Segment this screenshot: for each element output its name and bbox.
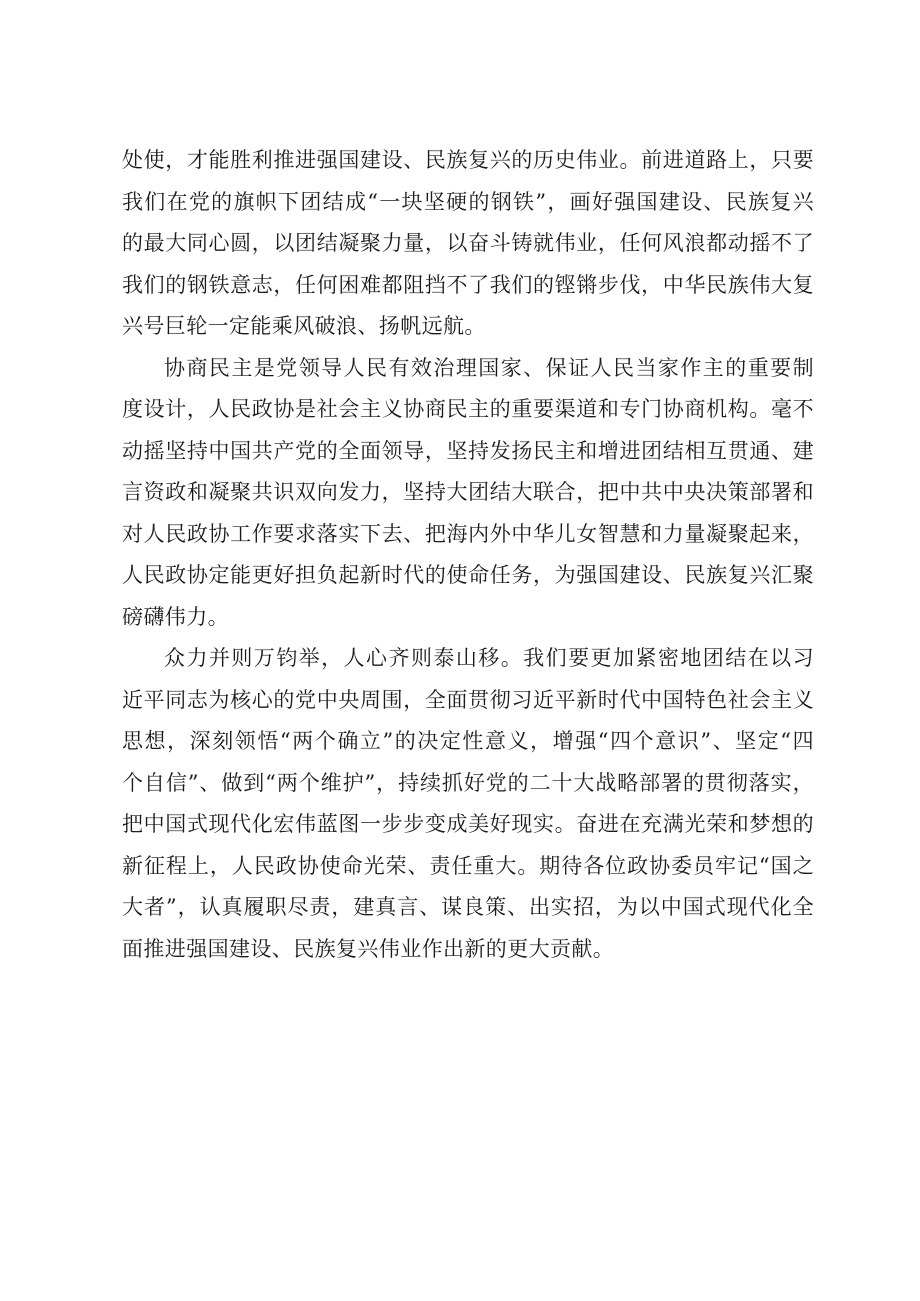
- paragraph-line: 磅礴伟力。: [122, 604, 229, 629]
- paragraph-line: 对人民政协工作要求落实下去、把海内外中华儿女智慧和力量凝聚起来，: [122, 521, 814, 546]
- paragraph-line: 兴号巨轮一定能乘风破浪、扬帆远航。: [122, 314, 486, 338]
- paragraph-line: 众力并则万钧举，人心齐则泰山移。我们要更加紧密地团结在以习: [164, 646, 814, 670]
- paragraph-line: 协商民主是党领导人民有效治理国家、保证人民当家作主的重要制: [164, 355, 814, 380]
- paragraph-3: [122, 638, 814, 970]
- paragraph-line: 面推进强国建设、民族复兴伟业作出新的更大贡献。: [122, 936, 615, 961]
- paragraph-line: 度设计，人民政协是社会主义协商民主的重要渠道和专门协商机构。毫不: [122, 397, 814, 421]
- paragraph-line: 言资政和凝聚共识双向发力，坚持大团结大联合，把中共中央决策部署和: [122, 480, 814, 504]
- paragraph-line: 大者”，认真履职尽责，建真言、谋良策、出实招，为以中国式现代化全: [122, 895, 814, 919]
- paragraph-line: 思想，深刻领悟“两个确立”的决定性意义，增强“四个意识”、坚定“四: [122, 729, 814, 753]
- paragraph-line: 近平同志为核心的党中央周围，全面贯彻习近平新时代中国特色社会主义: [122, 687, 814, 712]
- paragraph-line: 我们在党的旗帜下团结成“一块坚硬的钢铁”，画好强国建设、民族复兴: [122, 189, 814, 214]
- paragraph-line: 我们的钢铁意志，任何困难都阻挡不了我们的铿锵步伐，中华民族伟大复: [122, 272, 814, 297]
- paragraph-line: 新征程上，人民政协使命光荣、责任重大。期待各位政协委员牢记“国之: [122, 853, 814, 878]
- paragraph-line: 处使，才能胜利推进强国建设、民族复兴的历史伟业。前进道路上，只要: [122, 148, 814, 172]
- paragraph-line: 个自信”、做到“两个维护”，持续抓好党的二十大战略部署的贯彻落实，: [122, 770, 814, 795]
- paragraph-line: 人民政协定能更好担负起新时代的使命任务，为强国建设、民族复兴汇聚: [122, 563, 814, 587]
- paragraph-1: [122, 140, 814, 348]
- paragraph-line: 把中国式现代化宏伟蓝图一步步变成美好现实。奋进在充满光荣和梦想的: [122, 812, 814, 836]
- document-body: [122, 140, 814, 970]
- paragraph-line: 动摇坚持中国共产党的全面领导，坚持发扬民主和增进团结相互贯通、建: [122, 438, 814, 463]
- paragraph-2: [122, 348, 814, 639]
- paragraph-line: 的最大同心圆，以团结凝聚力量，以奋斗铸就伟业，任何风浪都动摇不了: [122, 231, 814, 255]
